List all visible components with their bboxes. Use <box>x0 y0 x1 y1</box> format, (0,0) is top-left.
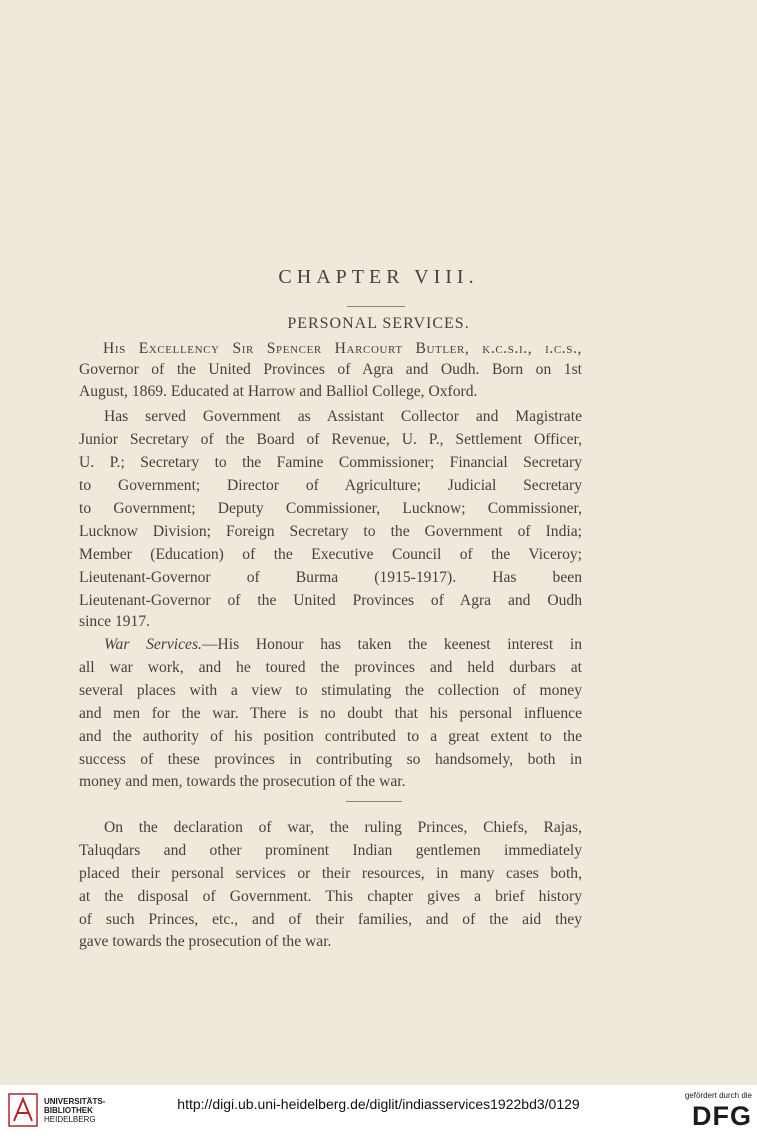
text-line: and men for the war. There is no doubt that his personal influence <box>79 705 582 722</box>
chapter-title: CHAPTER VIII. <box>278 266 479 288</box>
permalink-url[interactable]: http://digi.ub.uni-heidelberg.de/diglit/indiasservices1922bd3/0129 <box>177 1096 580 1112</box>
section-title: PERSONAL SERVICES. <box>287 315 470 332</box>
text-line: to Government; Director of Agriculture; Judicial Secretary <box>79 477 582 494</box>
text-line: Governor of the United Provinces of Agra and Oudh. Born on 1st <box>79 361 582 378</box>
text-line: money and men, towards the prosecution of the war. <box>79 773 406 790</box>
text-line: Taluqdars and other prominent Indian gentlemen immediately <box>79 842 582 859</box>
text-line: and the authority of his position contributed to a great extent to the <box>79 728 582 745</box>
text-line: Lucknow Division; Foreign Secretary to the Government of India; <box>79 523 582 540</box>
text-line <box>79 340 582 358</box>
footer-bar <box>0 1085 757 1138</box>
text-line: placed their personal services or their resources, in many cases both, <box>79 865 582 882</box>
text-line: to Government; Deputy Commissioner, Lucknow; Commissioner, <box>79 500 582 517</box>
text-line: several places with a view to stimulating the collection of money <box>79 682 582 699</box>
person-name-line: His Excellency Sir Spencer Harcourt Butler, k.c.s.i., i.c.s., <box>103 340 582 357</box>
library-name-line3: HEIDELBERG <box>44 1115 96 1124</box>
text-line: success of these provinces in contributing so handsomely, both in <box>79 751 582 768</box>
text-line: gave towards the prosecution of the war. <box>79 933 332 950</box>
subheading-war-services: War Services. <box>104 636 202 653</box>
text-line: U. P.; Secretary to the Famine Commissioner; Financial Secretary <box>79 454 582 471</box>
dfg-logo: DFG <box>692 1101 752 1131</box>
text-line: Member (Education) of the Executive Council of the Viceroy; <box>79 546 582 563</box>
text-line: since 1917. <box>79 613 151 630</box>
funding-caption: gefördert durch die <box>684 1091 752 1100</box>
text-line: Has served Government as Assistant Collector and Magistrate <box>104 408 582 425</box>
text-line: all war work, and he toured the provinces and held durbars at <box>79 659 582 676</box>
text-line: Lieutenant-Governor of the United Provinces of Agra and Oudh <box>79 592 582 609</box>
text-line: Junior Secretary of the Board of Revenue, U. P., Settlement Officer, <box>79 431 582 448</box>
text-line: On the declaration of war, the ruling Princes, Chiefs, Rajas, <box>104 819 582 836</box>
text-line: at the disposal of Government. This chapter gives a brief history <box>79 888 582 905</box>
divider-rule <box>346 801 402 802</box>
library-name-line2: BIBLIOTHEK <box>44 1106 93 1115</box>
library-name-line1: UNIVERSITÄTS- <box>44 1097 106 1106</box>
divider-rule <box>347 306 405 307</box>
text-span: —His Honour has taken the keenest interest in <box>201 636 582 653</box>
text-line <box>104 636 582 654</box>
text-line: of such Princes, etc., and of their families, and of the aid they <box>79 911 582 928</box>
text-line: Lieutenant-Governor of Burma (1915-1917). Has been <box>79 569 582 586</box>
text-line: August, 1869. Educated at Harrow and Balliol College, Oxford. <box>79 383 478 400</box>
